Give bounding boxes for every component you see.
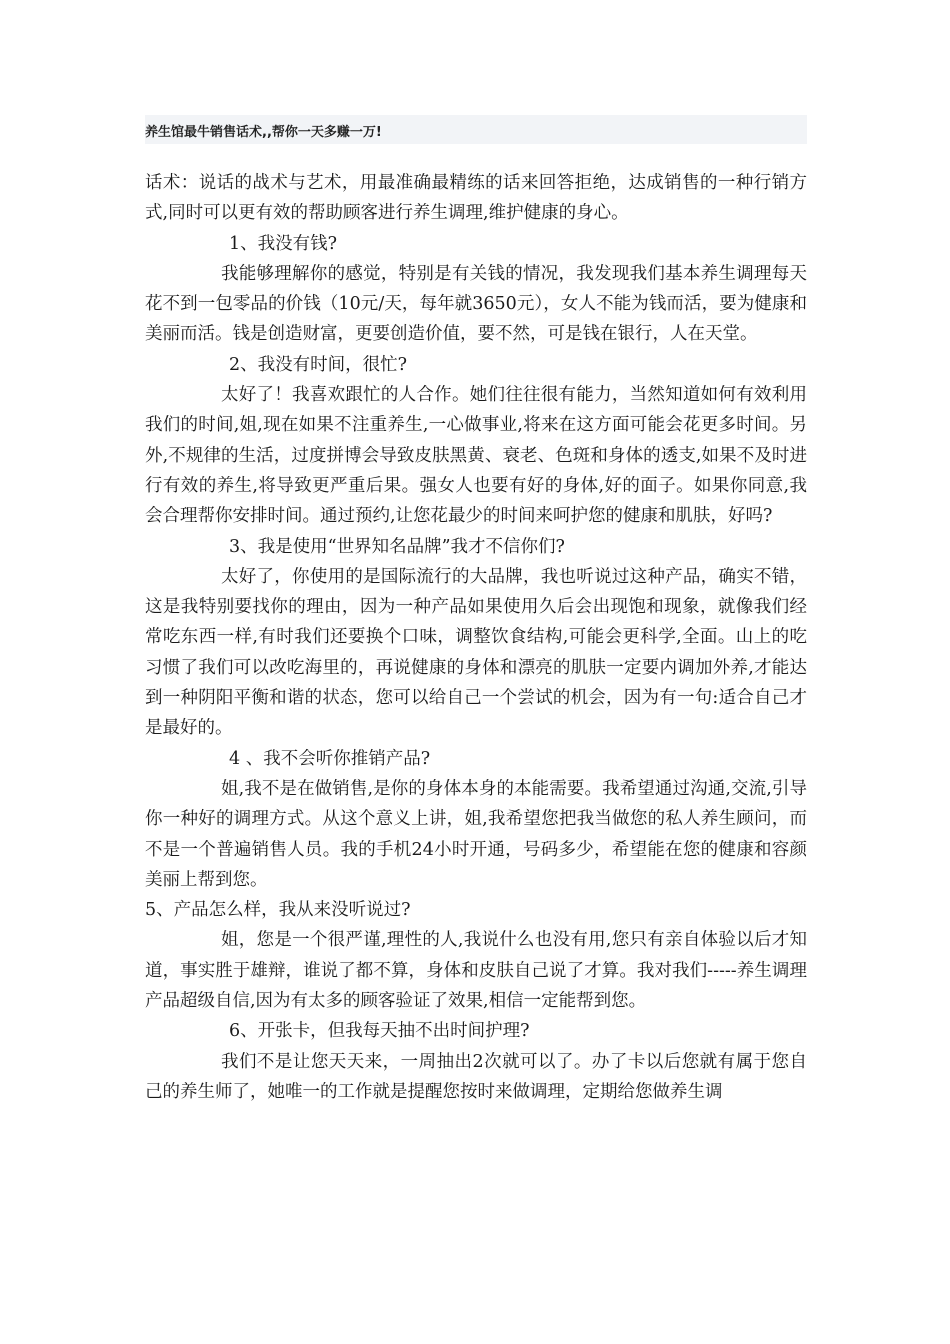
answer-3: 太好了，你使用的是国际流行的大品牌，我也听说过这种产品，确实不错，这是我特别要找你的理由，因为一种产品如果使用久后会出现饱和现象，就像我们经常吃东西一样,有时我们还要换个口味，调整饮食结构,可能会更科学,全面。山上的吃习惯了我们可以改吃海里的，再说健康的身体和漂亮的肌肤一定要内调加外养,才能达到一种阴阳平衡和谐的状态，您可以给自己一个尝试的机会，因为有一句:适合自己才是最好的。 [145,566,807,739]
question-6: 6、开张卡，但我每天抽不出时间护理? [229,1021,530,1042]
title-bar [145,115,807,144]
article-title: 养生馆最牛销售话术,,帮你一天多赚一万! [145,125,382,140]
answer-5: 姐，您是一个很严谨,理性的人,我说什么也没有用,您只有亲自体验以后才知道，事实胜于雄辩，谁说了都不算，身体和皮肤自己说了才算。我对我们-----养生调理产品超级自信,因为有太多的顾客验证了效果,相信一定能帮到您。 [145,930,807,1012]
question-5: 5、产品怎么样，我从来没听说过? [145,900,411,921]
question-2: 2、我没有时间，很忙? [229,354,408,375]
question-1: 1、我没有钱? [229,233,338,254]
answer-4: 姐,我不是在做销售,是你的身体本身的本能需要。我希望通过沟通,交流,引导你一种好的调理方式。从这个意义上讲，姐,我希望您把我当做您的私人养生顾问，而不是一个普遍销售人员。我的手机24小时开通，号码多少，希望能在您的健康和容颜美丽上帮到您。 [145,778,807,890]
answer-1: 我能够理解你的感觉，特别是有关钱的情况，我发现我们基本养生调理每天花不到一包零品的价钱（10元/天，每年就3650元），女人不能为钱而活，要为健康和美丽而活。钱是创造财富，更要创造价值，要不然，可是钱在银行，人在天堂。 [145,263,807,345]
question-4: 4 、我不会听你推销产品? [229,748,431,769]
question-3: 3、我是使用“世界知名品牌”我才不信你们? [229,536,565,557]
intro-paragraph: 话术：说话的战术与艺术，用最准确最精练的话来回答拒绝，达成销售的一种行销方式,同时可以更有效的帮助顾客进行养生调理,维护健康的身心。 [145,173,807,224]
answer-2: 太好了！我喜欢跟忙的人合作。她们往往很有能力，当然知道如何有效利用我们的时间,姐,现在如果不注重养生,一心做事业,将来在这方面可能会花更多时间。另外,不规律的生活，过度拼博会导致皮肤黑黄、衰老、色斑和身体的透支,如果不及时进行有效的养生,将导致更严重后果。强女人也要有好的身体,好的面子。如果你同意,我会合理帮你安排时间。通过预约,让您花最少的时间来呵护您的健康和肌肤，好吗? [145,385,807,527]
answer-6: 我们不是让您天天来，一周抽出2次就可以了。办了卡以后您就有属于您自己的养生师了，她唯一的工作就是提醒您按时来做调理，定期给您做养生调 [145,1051,807,1102]
article-body [145,168,807,1107]
